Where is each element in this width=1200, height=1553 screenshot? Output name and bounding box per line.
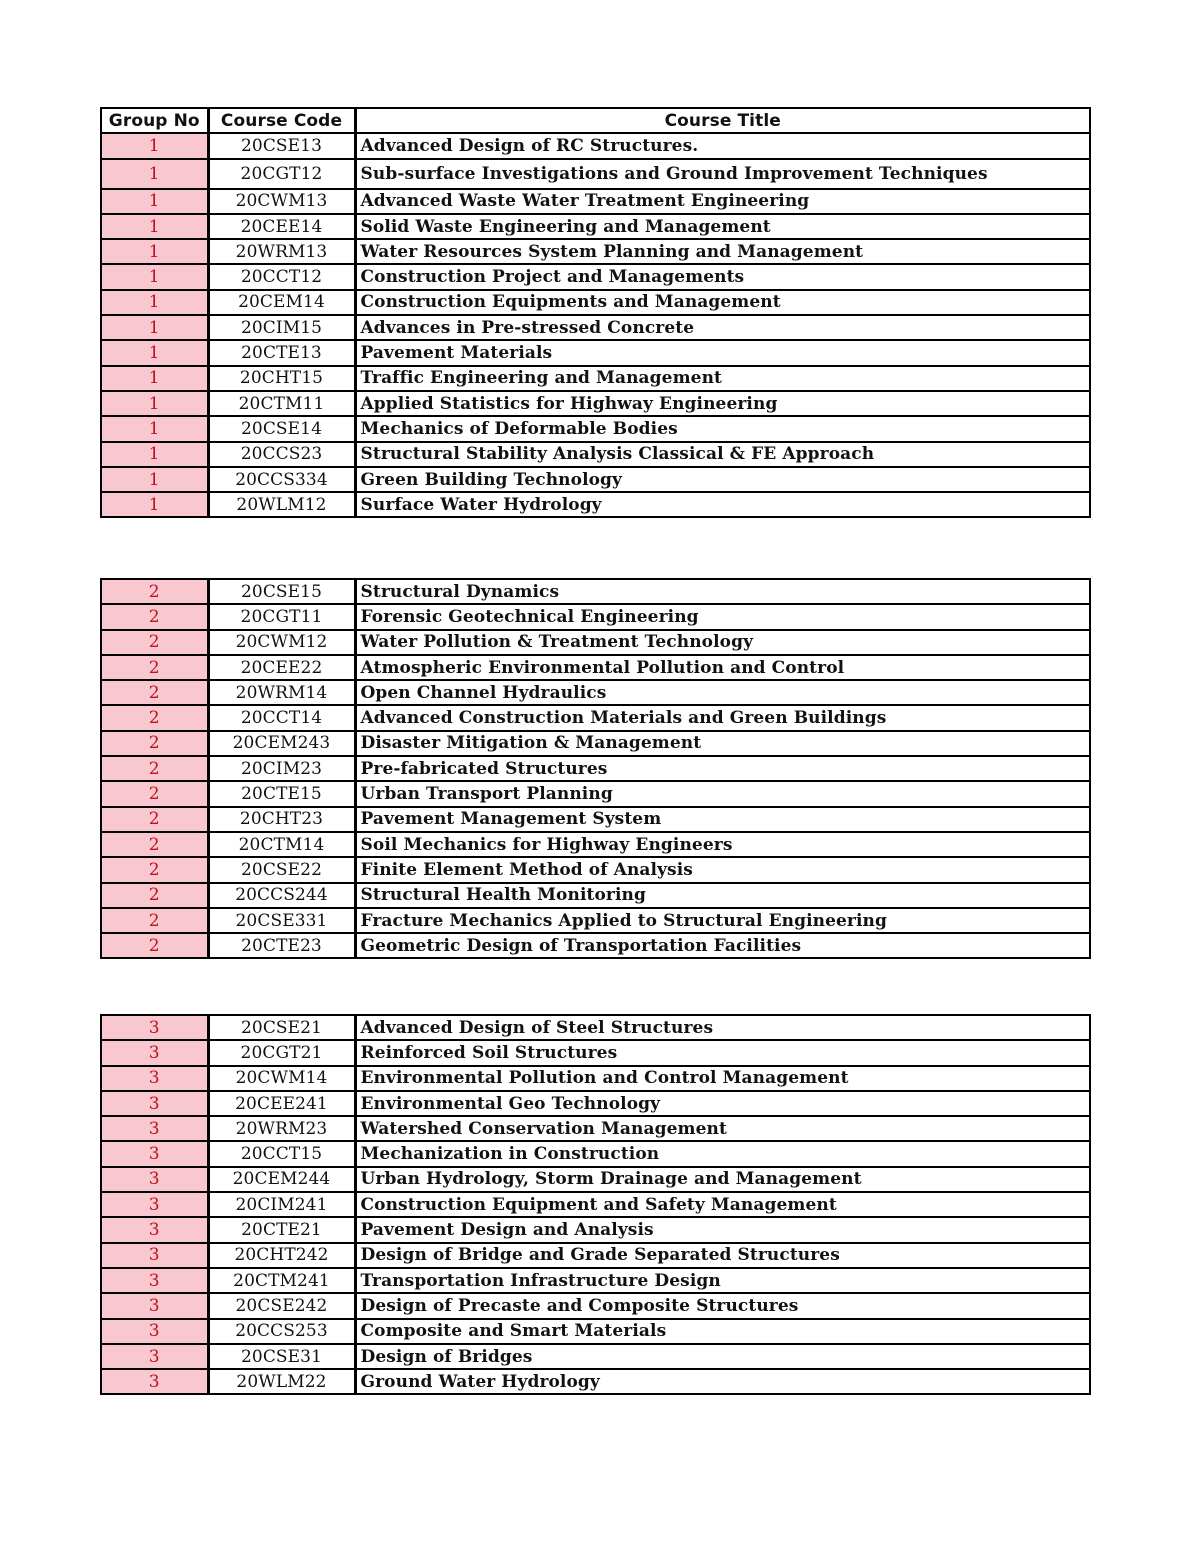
table-row bbox=[101, 315, 1090, 340]
course-code-cell: 20CHT23 bbox=[208, 807, 355, 832]
table-row bbox=[101, 680, 1090, 705]
group-no-cell: 2 bbox=[101, 680, 208, 705]
course-title-cell: Urban Hydrology, Storm Drainage and Management bbox=[355, 1167, 1090, 1192]
course-code-cell: 20CCT12 bbox=[208, 264, 355, 289]
course-code-cell: 20CSE13 bbox=[208, 133, 355, 158]
table-row bbox=[101, 214, 1090, 239]
group-no-cell: 3 bbox=[101, 1141, 208, 1166]
course-title-cell: Ground Water Hydrology bbox=[355, 1369, 1090, 1394]
course-title-cell: Advances in Pre-stressed Concrete bbox=[355, 315, 1090, 340]
course-code-cell: 20CTE23 bbox=[208, 933, 355, 958]
course-code-cell: 20CSE22 bbox=[208, 857, 355, 882]
group-no-cell: 2 bbox=[101, 781, 208, 806]
course-title-cell: Fracture Mechanics Applied to Structural Engineering bbox=[355, 908, 1090, 933]
table-row bbox=[101, 908, 1090, 933]
course-title-cell: Environmental Geo Technology bbox=[355, 1091, 1090, 1116]
group-no-cell: 1 bbox=[101, 467, 208, 492]
course-title-cell: Soil Mechanics for Highway Engineers bbox=[355, 832, 1090, 857]
course-code-cell: 20CHT15 bbox=[208, 366, 355, 391]
course-code-cell: 20CTE13 bbox=[208, 340, 355, 365]
course-code-cell: 20CTE15 bbox=[208, 781, 355, 806]
group-no-cell: 1 bbox=[101, 340, 208, 365]
course-code-cell: 20CTM11 bbox=[208, 391, 355, 416]
course-title-cell: Urban Transport Planning bbox=[355, 781, 1090, 806]
course-code-cell: 20CEM244 bbox=[208, 1167, 355, 1192]
group-no-cell: 2 bbox=[101, 756, 208, 781]
course-title-cell: Surface Water Hydrology bbox=[355, 492, 1090, 517]
course-title-cell: Solid Waste Engineering and Management bbox=[355, 214, 1090, 239]
table-row bbox=[101, 1293, 1090, 1318]
course-code-cell: 20CIM241 bbox=[208, 1192, 355, 1217]
group-no-cell: 1 bbox=[101, 239, 208, 264]
group-no-cell: 3 bbox=[101, 1243, 208, 1268]
course-title-cell: Advanced Waste Water Treatment Engineering bbox=[355, 189, 1090, 214]
course-code-cell: 20CTE21 bbox=[208, 1217, 355, 1242]
course-code-cell: 20CCT15 bbox=[208, 1141, 355, 1166]
header-course-title: Course Title bbox=[355, 108, 1090, 133]
group-no-cell: 1 bbox=[101, 264, 208, 289]
table-row bbox=[101, 159, 1090, 189]
table-row bbox=[101, 442, 1090, 467]
course-title-cell: Construction Equipment and Safety Management bbox=[355, 1192, 1090, 1217]
course-code-cell: 20CCS334 bbox=[208, 467, 355, 492]
group-no-cell: 1 bbox=[101, 492, 208, 517]
table-row bbox=[101, 832, 1090, 857]
course-title-cell: Water Pollution & Treatment Technology bbox=[355, 630, 1090, 655]
group-no-cell: 2 bbox=[101, 579, 208, 604]
table-row bbox=[101, 604, 1090, 629]
course-title-cell: Geometric Design of Transportation Facilities bbox=[355, 933, 1090, 958]
course-code-cell: 20CSE15 bbox=[208, 579, 355, 604]
group-no-cell: 1 bbox=[101, 391, 208, 416]
course-code-cell: 20CEE22 bbox=[208, 655, 355, 680]
course-code-cell: 20CSE31 bbox=[208, 1344, 355, 1369]
table-row bbox=[101, 467, 1090, 492]
course-title-cell: Construction Project and Managements bbox=[355, 264, 1090, 289]
course-title-cell: Design of Bridge and Grade Separated Structures bbox=[355, 1243, 1090, 1268]
table-row bbox=[101, 756, 1090, 781]
course-title-cell: Forensic Geotechnical Engineering bbox=[355, 604, 1090, 629]
group-no-cell: 3 bbox=[101, 1293, 208, 1318]
group-no-cell: 2 bbox=[101, 832, 208, 857]
table-row bbox=[101, 1141, 1090, 1166]
table-row bbox=[101, 1319, 1090, 1344]
group-no-cell: 2 bbox=[101, 883, 208, 908]
table-row bbox=[101, 492, 1090, 517]
course-title-cell: Sub-surface Investigations and Ground Improvement Techniques bbox=[355, 159, 1090, 189]
course-title-cell: Transportation Infrastructure Design bbox=[355, 1268, 1090, 1293]
course-code-cell: 20CTM14 bbox=[208, 832, 355, 857]
table-row bbox=[101, 340, 1090, 365]
course-title-cell: Pavement Design and Analysis bbox=[355, 1217, 1090, 1242]
table-row bbox=[101, 1192, 1090, 1217]
course-title-cell: Finite Element Method of Analysis bbox=[355, 857, 1090, 882]
table-row bbox=[101, 807, 1090, 832]
course-title-cell: Water Resources System Planning and Management bbox=[355, 239, 1090, 264]
table-row bbox=[101, 1268, 1090, 1293]
course-code-cell: 20CHT242 bbox=[208, 1243, 355, 1268]
course-code-cell: 20CTM241 bbox=[208, 1268, 355, 1293]
table-row bbox=[101, 857, 1090, 882]
table-row bbox=[101, 1167, 1090, 1192]
course-title-cell: Watershed Conservation Management bbox=[355, 1116, 1090, 1141]
group-no-cell: 2 bbox=[101, 655, 208, 680]
course-title-cell: Structural Dynamics bbox=[355, 579, 1090, 604]
group-no-cell: 1 bbox=[101, 214, 208, 239]
course-title-cell: Atmospheric Environmental Pollution and Control bbox=[355, 655, 1090, 680]
course-code-cell: 20CEM243 bbox=[208, 731, 355, 756]
table-row bbox=[101, 630, 1090, 655]
course-title-cell: Structural Health Monitoring bbox=[355, 883, 1090, 908]
course-title-cell: Applied Statistics for Highway Engineering bbox=[355, 391, 1090, 416]
course-code-cell: 20CSE21 bbox=[208, 1015, 355, 1040]
course-code-cell: 20CGT12 bbox=[208, 159, 355, 189]
group-no-cell: 3 bbox=[101, 1192, 208, 1217]
course-code-cell: 20CWM12 bbox=[208, 630, 355, 655]
table-row bbox=[101, 133, 1090, 158]
table-row bbox=[101, 1217, 1090, 1242]
table-row bbox=[101, 731, 1090, 756]
course-code-cell: 20CEE241 bbox=[208, 1091, 355, 1116]
table-row bbox=[101, 1015, 1090, 1040]
group-no-cell: 3 bbox=[101, 1066, 208, 1091]
course-code-cell: 20WRM13 bbox=[208, 239, 355, 264]
course-code-cell: 20CGT21 bbox=[208, 1040, 355, 1065]
course-title-cell: Disaster Mitigation & Management bbox=[355, 731, 1090, 756]
course-code-cell: 20WLM22 bbox=[208, 1369, 355, 1394]
group-no-cell: 1 bbox=[101, 290, 208, 315]
course-title-cell: Mechanization in Construction bbox=[355, 1141, 1090, 1166]
course-title-cell: Advanced Design of RC Structures. bbox=[355, 133, 1090, 158]
table-row bbox=[101, 1116, 1090, 1141]
course-code-cell: 20CEM14 bbox=[208, 290, 355, 315]
group-no-cell: 1 bbox=[101, 133, 208, 158]
course-title-cell: Advanced Construction Materials and Green Buildings bbox=[355, 705, 1090, 730]
table-row bbox=[101, 883, 1090, 908]
group-no-cell: 1 bbox=[101, 189, 208, 214]
course-title-cell: Construction Equipments and Management bbox=[355, 290, 1090, 315]
course-code-cell: 20CWM13 bbox=[208, 189, 355, 214]
group-no-cell: 1 bbox=[101, 159, 208, 189]
header-course-code: Course Code bbox=[208, 108, 355, 133]
group-no-cell: 1 bbox=[101, 315, 208, 340]
course-code-cell: 20CEE14 bbox=[208, 214, 355, 239]
course-code-cell: 20CSE242 bbox=[208, 1293, 355, 1318]
group-no-cell: 3 bbox=[101, 1319, 208, 1344]
group-no-cell: 1 bbox=[101, 366, 208, 391]
table-row bbox=[101, 705, 1090, 730]
course-code-cell: 20CGT11 bbox=[208, 604, 355, 629]
course-title-cell: Mechanics of Deformable Bodies bbox=[355, 416, 1090, 441]
course-table-group-2 bbox=[100, 578, 1091, 959]
group-no-cell: 3 bbox=[101, 1116, 208, 1141]
table-row bbox=[101, 1243, 1090, 1268]
table-row bbox=[101, 579, 1090, 604]
table-row bbox=[101, 264, 1090, 289]
table-row bbox=[101, 366, 1090, 391]
table-row bbox=[101, 239, 1090, 264]
course-title-cell: Traffic Engineering and Management bbox=[355, 366, 1090, 391]
table-row bbox=[101, 1091, 1090, 1116]
course-title-cell: Design of Precaste and Composite Structures bbox=[355, 1293, 1090, 1318]
table-row bbox=[101, 1369, 1090, 1394]
course-title-cell: Design of Bridges bbox=[355, 1344, 1090, 1369]
table-header-row bbox=[101, 108, 1090, 133]
group-no-cell: 3 bbox=[101, 1167, 208, 1192]
course-code-cell: 20CCS23 bbox=[208, 442, 355, 467]
course-code-cell: 20CCS244 bbox=[208, 883, 355, 908]
group-no-cell: 1 bbox=[101, 416, 208, 441]
group-no-cell: 3 bbox=[101, 1015, 208, 1040]
course-title-cell: Pavement Management System bbox=[355, 807, 1090, 832]
group-no-cell: 2 bbox=[101, 857, 208, 882]
course-code-cell: 20CIM15 bbox=[208, 315, 355, 340]
course-code-cell: 20WLM12 bbox=[208, 492, 355, 517]
course-title-cell: Green Building Technology bbox=[355, 467, 1090, 492]
table-row bbox=[101, 933, 1090, 958]
course-title-cell: Pavement Materials bbox=[355, 340, 1090, 365]
course-table-group-1 bbox=[100, 107, 1091, 518]
table-row bbox=[101, 655, 1090, 680]
course-title-cell: Advanced Design of Steel Structures bbox=[355, 1015, 1090, 1040]
course-code-cell: 20CCS253 bbox=[208, 1319, 355, 1344]
table-row bbox=[101, 781, 1090, 806]
course-code-cell: 20CCT14 bbox=[208, 705, 355, 730]
group-no-cell: 3 bbox=[101, 1268, 208, 1293]
group-no-cell: 2 bbox=[101, 705, 208, 730]
table-row bbox=[101, 391, 1090, 416]
table-row bbox=[101, 416, 1090, 441]
course-title-cell: Open Channel Hydraulics bbox=[355, 680, 1090, 705]
group-no-cell: 2 bbox=[101, 908, 208, 933]
course-code-cell: 20WRM23 bbox=[208, 1116, 355, 1141]
group-no-cell: 3 bbox=[101, 1344, 208, 1369]
group-no-cell: 1 bbox=[101, 442, 208, 467]
group-no-cell: 3 bbox=[101, 1217, 208, 1242]
course-title-cell: Environmental Pollution and Control Management bbox=[355, 1066, 1090, 1091]
group-no-cell: 3 bbox=[101, 1369, 208, 1394]
course-code-cell: 20CSE14 bbox=[208, 416, 355, 441]
group-no-cell: 2 bbox=[101, 807, 208, 832]
header-group-no: Group No bbox=[101, 108, 208, 133]
table-row bbox=[101, 1344, 1090, 1369]
table-row bbox=[101, 1040, 1090, 1065]
course-title-cell: Pre-fabricated Structures bbox=[355, 756, 1090, 781]
group-no-cell: 2 bbox=[101, 933, 208, 958]
course-title-cell: Composite and Smart Materials bbox=[355, 1319, 1090, 1344]
group-no-cell: 3 bbox=[101, 1091, 208, 1116]
course-code-cell: 20CIM23 bbox=[208, 756, 355, 781]
course-title-cell: Structural Stability Analysis Classical & FE Approach bbox=[355, 442, 1090, 467]
course-code-cell: 20CWM14 bbox=[208, 1066, 355, 1091]
group-no-cell: 2 bbox=[101, 630, 208, 655]
group-no-cell: 2 bbox=[101, 604, 208, 629]
course-table-group-3 bbox=[100, 1014, 1091, 1395]
table-row bbox=[101, 290, 1090, 315]
table-row bbox=[101, 1066, 1090, 1091]
group-no-cell: 3 bbox=[101, 1040, 208, 1065]
table-row bbox=[101, 189, 1090, 214]
course-code-cell: 20WRM14 bbox=[208, 680, 355, 705]
group-no-cell: 2 bbox=[101, 731, 208, 756]
course-code-cell: 20CSE331 bbox=[208, 908, 355, 933]
course-title-cell: Reinforced Soil Structures bbox=[355, 1040, 1090, 1065]
